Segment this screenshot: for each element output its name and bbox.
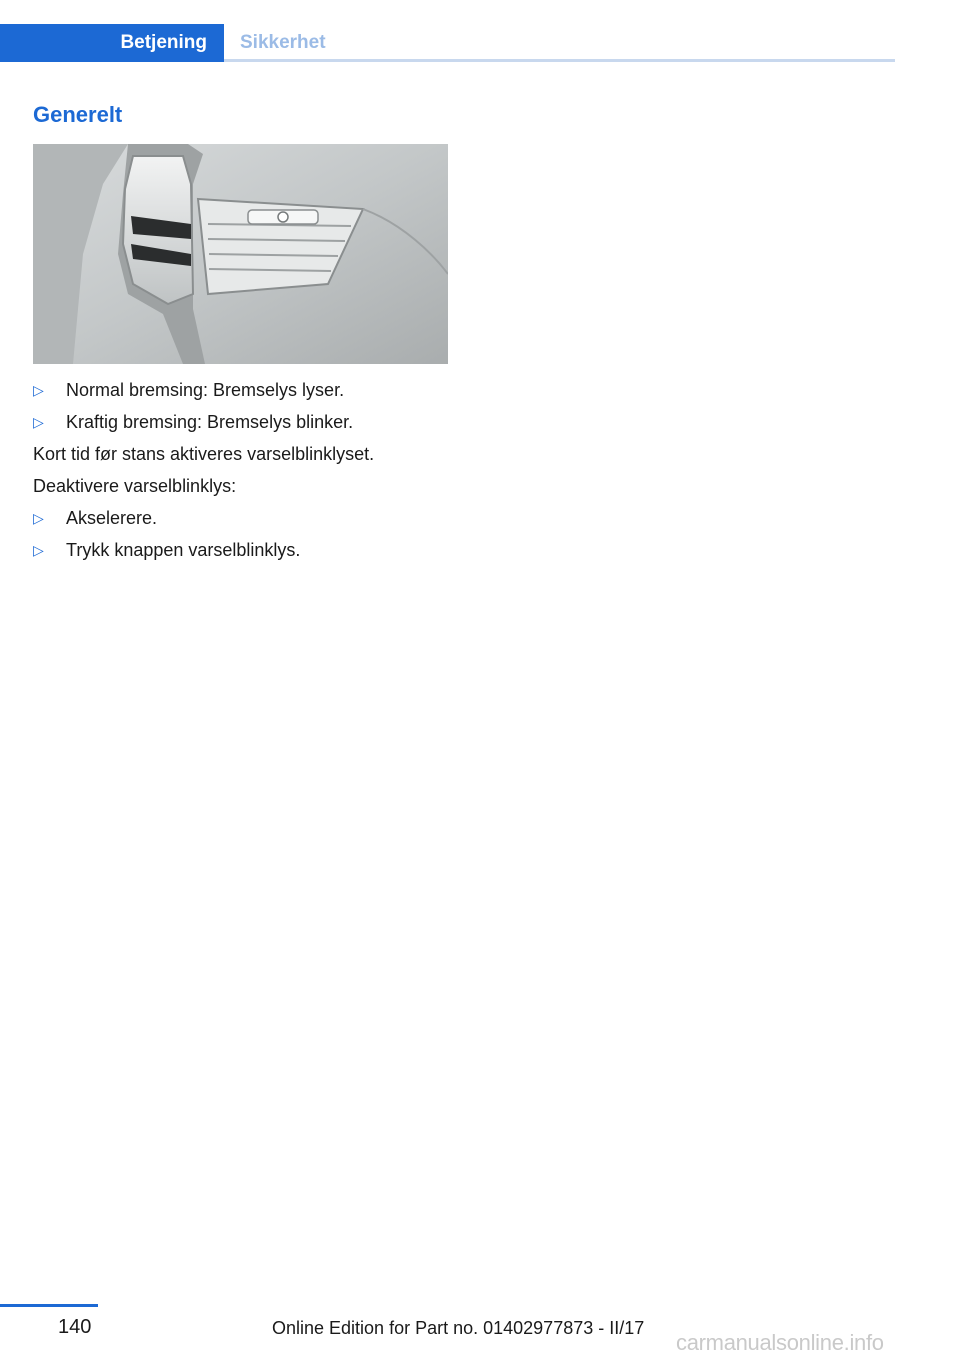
list-item	[33, 536, 463, 568]
tab-sikkerhet[interactable]: Sikkerhet	[240, 32, 326, 53]
tab-betjening[interactable]: Betjening	[0, 24, 224, 62]
triangle-bullet-icon: ▷	[33, 510, 44, 526]
edition-note: Online Edition for Part no. 01402977873 - II/17	[272, 1318, 645, 1338]
content-body	[33, 376, 463, 568]
triangle-bullet-icon: ▷	[33, 414, 44, 430]
list-item-text: Trykk knappen varselblinklys.	[66, 540, 301, 560]
list-item	[33, 408, 463, 440]
page-number: 140	[58, 1316, 92, 1338]
footer-rule	[0, 1304, 98, 1307]
list-item-text: Normal bremsing: Bremselys lyser.	[66, 380, 345, 400]
list-item	[33, 376, 463, 408]
list-item-text: Akselerere.	[66, 508, 158, 528]
header-tabs	[0, 24, 895, 62]
paragraph: Kort tid før stans aktiveres varselblinklyset.	[33, 444, 375, 464]
watermark: carmanualsonline.info	[676, 1330, 884, 1355]
list-item	[33, 504, 463, 536]
paragraph: Deaktivere varselblinklys:	[33, 476, 237, 496]
triangle-bullet-icon: ▷	[33, 542, 44, 558]
triangle-bullet-icon: ▷	[33, 382, 44, 398]
list-item-text: Kraftig bremsing: Bremselys blinker.	[66, 412, 354, 432]
tail-light-illustration	[33, 144, 448, 364]
section-heading: Generelt	[33, 102, 123, 127]
